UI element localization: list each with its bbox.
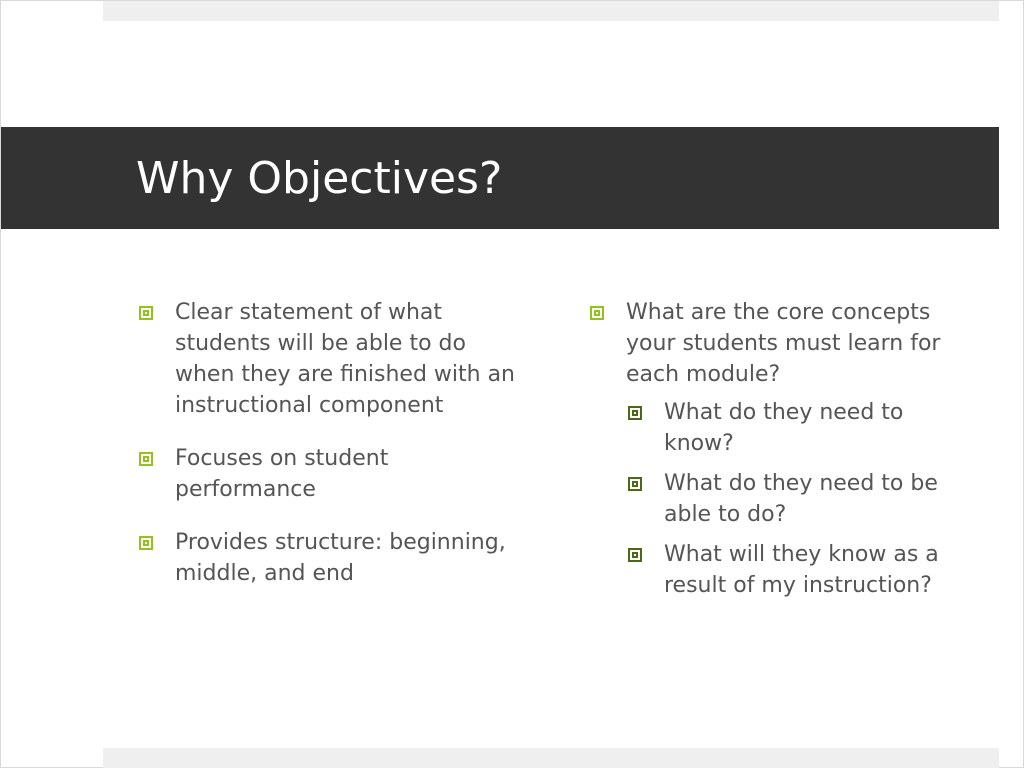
list-item (139, 443, 529, 505)
square-bullet-icon (628, 477, 642, 491)
bullet-text: Focuses on student performance (175, 446, 389, 502)
sub-bullet-text: What do they need to know? (664, 400, 904, 456)
slide-title: Why Objectives? (136, 153, 503, 204)
square-bullet-icon (590, 306, 604, 320)
bottom-band (103, 748, 999, 768)
sub-list-item (628, 397, 962, 459)
square-bullet-icon (139, 536, 153, 550)
left-bullet-list (139, 297, 529, 611)
square-bullet-icon (139, 452, 153, 466)
square-bullet-icon (139, 306, 153, 320)
bullet-text: Clear statement of what students will be able to do when they are finished with an instructional component (175, 300, 516, 418)
top-band (103, 1, 999, 21)
sub-list-item (628, 539, 962, 601)
square-bullet-icon (628, 548, 642, 562)
list-item (590, 297, 962, 390)
bullet-text: What are the core concepts your students must learn for each module? (626, 300, 941, 387)
list-item (139, 527, 529, 589)
sub-bullet-text: What will they know as a result of my instruction? (664, 542, 939, 598)
square-bullet-icon (628, 406, 642, 420)
sub-list-item (628, 468, 962, 530)
bullet-text: Provides structure: beginning, middle, and end (175, 530, 506, 586)
sub-bullet-text: What do they need to be able to do? (664, 471, 938, 527)
list-item (139, 297, 529, 421)
right-bullet-list (590, 297, 962, 610)
